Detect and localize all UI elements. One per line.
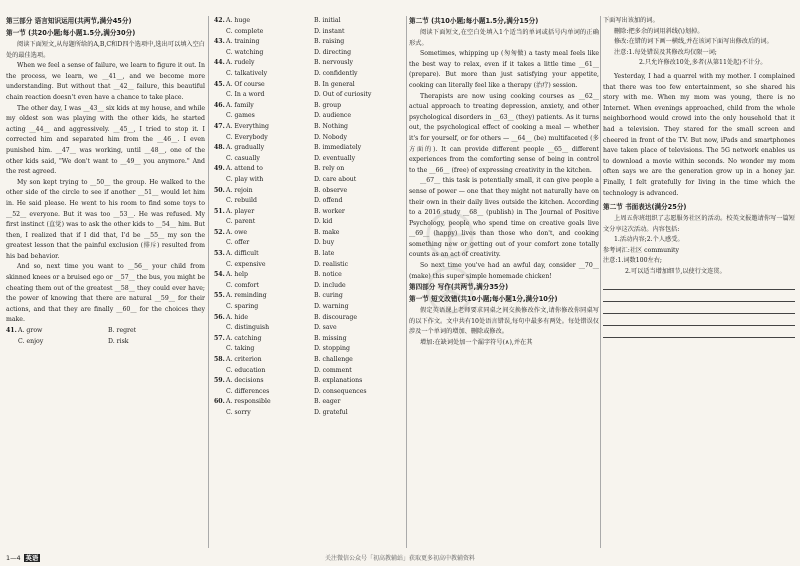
option-row — [214, 366, 404, 377]
question-number: 50. — [214, 186, 225, 194]
essay-text: Yesterday, I had a quarrel with my mother. I complained that there was too few entertainment, so she shared his story with me. When my mom was young, there is no Internet. When evenings approached, child from the whole neighborhood would crowd into the only household that it had a television. They stared for the small screen and cheered in front of the TV. But now, iPads and smartphones have taken place of televisions. The 5G network enables us to download a movie within seconds. No wonder my mom often says we are the generation grow up in a honey jar. Finally, I felt gratefully for living in the time which the technology is advanced. — [603, 72, 795, 197]
option-a: A. Everything — [226, 122, 269, 130]
answer-line[interactable] — [603, 326, 795, 338]
option-row — [214, 281, 404, 292]
question-number: 59. — [214, 377, 225, 385]
question-number: 43. — [214, 38, 225, 46]
paragraph: My son kept trying to __50__ the group. He walked to the other side of the circle to see if another __51__ would let him in. He said please. He went to his room to find some toys to __52__ everyone. But it was too __53__. He was refused. My first instinct (直觉) was to ask the other kids to __54__ him. But then, I realized that if I did that, I'd be __55__ my son the greatest lesson that the painful exclusion (排斥) resulted from his bad behavior. — [6, 178, 205, 260]
option-b: D. grateful — [314, 408, 348, 416]
section-title: 第二节 (共10小题;每小题1.5分,满分15分) — [409, 17, 539, 25]
option-row — [214, 260, 404, 271]
paragraph: Therapists are now using cooking courses as __62__ actual approach to treating depression, anxiety, and other psychological disorders in __63__ (they) patients. As it turns out, the psychological effect of cooking a meal — whether it's for yourself, or for others — __64__ (be) multifaceted (多方面的). It can provide different people __65__ different experiences from the comforting sense of being in control to the __66__ (free) of expressing creativity in the kitchen. — [409, 92, 599, 174]
option-b: D. comment — [314, 366, 352, 374]
question-41: 41. A. grow B. regret — [6, 327, 137, 335]
question-number — [214, 344, 226, 355]
option-b: D. instant — [314, 27, 345, 35]
question-number: 58. — [214, 356, 225, 363]
option-a: C. play with — [226, 175, 264, 183]
option-row — [214, 122, 404, 133]
option-b: B. immediately — [314, 144, 362, 152]
question-number: 53. — [214, 250, 225, 258]
option-a: A. attend to — [226, 165, 263, 173]
option-b: B. eager — [314, 398, 341, 406]
page-number: 1—4 英语 — [6, 554, 39, 562]
question-number: 42. — [214, 17, 225, 24]
question-number — [214, 323, 226, 334]
option-a: C. parent — [226, 218, 256, 226]
option-a: A. Of course — [226, 80, 265, 88]
answer-line[interactable] — [603, 302, 795, 314]
option-row — [214, 344, 404, 355]
option-row — [214, 27, 404, 38]
option-a: C. differences — [226, 387, 270, 395]
section-title: 第一节 短文改错(共10小题;每小题1分,满分10分) — [409, 295, 558, 304]
option-row — [214, 334, 404, 345]
option-b: B. notice — [314, 271, 342, 279]
rule-line: 删除:把多余的词用斜线(\)划掉。 — [614, 27, 704, 35]
rule-line: 修改:在错的词下画一横线,并在该词下面写出修改后的词。 — [614, 38, 773, 46]
option-row — [214, 143, 404, 154]
option-a: A. rudely — [226, 59, 255, 67]
question-number — [214, 260, 226, 271]
option-a: C. education — [226, 366, 266, 374]
option-row — [214, 387, 404, 398]
option-a: A. gradually — [226, 144, 265, 152]
option-b: D. confidently — [314, 69, 358, 77]
question-number — [214, 281, 226, 292]
option-a: C. casually — [226, 154, 260, 162]
paragraph: And so, next time you want to __56__ your child from skinned knees or a bruised ego or __57__ the bus, you might be cheating them out of the greatest __58__ they could ever have; the power of knowing that there are natural __59__ for their actions, and that they are finally __60__ for the choices they make. — [6, 263, 205, 324]
question-number: 52. — [214, 228, 225, 236]
option-a: A. reminding — [226, 292, 267, 300]
rule-line: 下面写出该加的词。 — [603, 17, 659, 24]
instructions: 假定英语课上老师要求同桌之间交换修改作文,请你修改你同桌写的以下作文。文中共有10处语言错误,每句中最多有两处。每处错误仅涉及一个单词的增加、删除或修改。 — [409, 307, 599, 336]
answer-line[interactable] — [603, 290, 795, 302]
option-b: D. stopping — [314, 345, 350, 353]
option-row — [214, 302, 404, 313]
question-number — [214, 90, 226, 101]
question-number — [214, 366, 226, 377]
option-row — [214, 101, 404, 112]
answer-line[interactable] — [603, 278, 795, 290]
option-a: C. offer — [226, 239, 250, 247]
option-b: D. save — [314, 324, 337, 332]
option-b: D. buy — [314, 239, 335, 247]
option-row — [214, 133, 404, 144]
option-row — [214, 37, 404, 48]
option-b: B. nervously — [314, 59, 353, 67]
question-number: 47. — [214, 122, 225, 130]
option-a: A. decisions — [226, 377, 264, 385]
question-number: 51. — [214, 207, 225, 215]
question-number — [214, 111, 226, 122]
question-number: 46. — [214, 101, 225, 109]
option-row — [214, 376, 404, 387]
option-b: D. realistic — [314, 260, 349, 268]
writing-task: 上周五你班组织了志愿服务社区的活动。校英文报邀请你写一篇短文分享这次活动。内容包括: — [603, 215, 795, 233]
option-b: B. late — [314, 250, 335, 258]
option-b: B. raising — [314, 38, 345, 46]
option-b: D. warning — [314, 303, 349, 311]
question-number — [214, 238, 226, 249]
option-row — [214, 249, 404, 260]
question-number: 54. — [214, 271, 225, 279]
option-b: D. eventually — [314, 154, 356, 162]
option-row — [214, 270, 404, 281]
option-a: C. watching — [226, 48, 264, 56]
option-a: A. family — [226, 101, 254, 109]
option-b: D. care about — [314, 175, 357, 183]
instructions: 阅读下面短文,从每题所给的A,B,C和D四个选项中,选出可以填入空白处的最佳选项。 — [6, 41, 205, 59]
option-b: B. observe — [314, 186, 348, 194]
option-row — [214, 175, 404, 186]
option-a: C. sorry — [226, 408, 251, 416]
rule-add: 增加:在缺词处加一个漏字符号(∧),并在其 — [420, 339, 533, 347]
option-b: D. audience — [314, 112, 352, 120]
option-a: C. rebuild — [226, 197, 257, 205]
option-a: C. sparing — [226, 303, 259, 311]
question-number: 44. — [214, 59, 225, 67]
question-number — [214, 408, 226, 419]
question-number — [214, 133, 226, 144]
option-row — [214, 323, 404, 334]
section-title: 第一节 (共20小题;每小题1.5分,满分30分) — [6, 29, 136, 37]
option-a: A. owe — [226, 228, 248, 236]
option-row — [214, 48, 404, 59]
question-number — [214, 48, 226, 59]
option-a: C. In a word — [226, 91, 265, 99]
option-b: D. include — [314, 281, 346, 289]
option-a: A. catching — [226, 334, 262, 342]
option-b: B. discourage — [314, 313, 358, 321]
option-a: C. complete — [226, 27, 264, 35]
option-a: C. comfort — [226, 281, 259, 289]
option-b: D. consequences — [314, 387, 367, 395]
paragraph: The other day, I was __43__ six kids at my house, and while my oldest son was playing with the other kids, he started acting __44__ and aggressively. __45__, I tried to stop it. I corrected him and separated him from the __46__. I even punished him. __47__ was working, until __48__, one of the other kids said, "We don't want to __49__ you anymore." And the rest agreed. — [6, 104, 205, 176]
column-grammar-fill — [409, 16, 599, 349]
reference-words: 参考词汇:社区 community — [603, 246, 680, 254]
option-b: D. directing — [314, 48, 352, 56]
option-b: B. In general — [314, 80, 355, 88]
option-b: D. Nobody — [314, 133, 347, 141]
question-number: 55. — [214, 292, 225, 300]
option-a: A. responsible — [226, 398, 271, 406]
rule-line: 2.只允许修改10处,多者(从第11处起)不计分。 — [639, 59, 767, 67]
option-b: B. missing — [314, 334, 347, 342]
option-b: B. Nothing — [314, 122, 349, 130]
option-row — [214, 355, 404, 366]
question-number — [214, 154, 226, 165]
question-number — [214, 196, 226, 207]
question-number — [214, 302, 226, 313]
writing-points: 1.活动内容;2.个人感受。 — [614, 236, 684, 244]
option-b: D. Out of curiosity — [314, 91, 372, 99]
paragraph: Sometimes, whipping up (匆匆做) a tasty meal feels like the best way to relax, even if it takes a little time __61__ (prepare). But more than just satisfying your appetite, cooking can literally feel like a therapy (治疗) session. — [409, 50, 599, 89]
question-number: 56. — [214, 313, 225, 321]
option-a: C. Everybody — [226, 133, 268, 141]
option-b: B. explanations — [314, 377, 363, 385]
option-row — [214, 164, 404, 175]
option-row — [214, 207, 404, 218]
option-a: C. taking — [226, 345, 255, 353]
answer-line[interactable] — [603, 314, 795, 326]
option-row — [214, 69, 404, 80]
footer-note: 关注微信公众号「初高教辅站」获取更多初高中教辅资料 — [324, 555, 475, 562]
option-a: A. hide — [226, 313, 248, 321]
option-a: A. help — [226, 271, 248, 279]
option-row — [214, 58, 404, 69]
column-options — [214, 16, 404, 419]
option-a: A. rejoin — [226, 186, 253, 194]
note-line: 注意:1.词数100左右; — [603, 257, 663, 265]
question-number — [214, 217, 226, 228]
section-title: 第二节 书面表达(满分25分) — [603, 203, 687, 212]
option-b: B. make — [314, 228, 340, 236]
column-writing — [603, 16, 795, 338]
option-row — [214, 228, 404, 239]
question-number: 60. — [214, 398, 225, 406]
option-row — [214, 80, 404, 91]
option-a: C. games — [226, 112, 255, 120]
option-row — [214, 186, 404, 197]
option-row — [214, 313, 404, 324]
option-row — [214, 90, 404, 101]
question-number — [214, 387, 226, 398]
option-row — [214, 397, 404, 408]
instructions: 阅读下面短文,在空白处填入1个适当的单词或括号内单词的正确形式。 — [409, 29, 599, 47]
column-cloze-passage — [6, 16, 205, 347]
option-a: C. talkatively — [226, 69, 268, 77]
option-row — [214, 196, 404, 207]
option-b: B. curing — [314, 292, 343, 300]
question-number — [214, 27, 226, 38]
option-row — [214, 217, 404, 228]
option-row — [214, 238, 404, 249]
option-row — [214, 154, 404, 165]
part-title: 第四部分 写作(共两节,满分35分) — [409, 283, 509, 292]
option-b: D. kid — [314, 218, 333, 226]
question-number: 57. — [214, 334, 225, 342]
option-b: D. offend — [314, 197, 343, 205]
paragraph: When we feel a sense of failure, we learn to figure it out. In the process, we learn, we __41__, and we become more understanding. But without that __42__ failure, this beautiful chain reaction doesn't even have a chance to take place. — [6, 62, 205, 101]
question-number — [214, 69, 226, 80]
question-number: 48. — [214, 144, 225, 152]
paragraph: So next time you've had an awful day, consider __70__ (make) this super simple homemade chicken! — [409, 262, 599, 280]
question-41-cd: C. enjoy D. risk — [18, 337, 129, 345]
option-a: A. training — [226, 38, 260, 46]
question-number — [214, 175, 226, 186]
option-a: A. player — [226, 207, 255, 215]
option-row — [214, 111, 404, 122]
part-title: 第三部分 语言知识运用(共两节,满分45分) — [6, 17, 132, 25]
option-a: A. criterion — [226, 356, 262, 363]
option-row — [214, 291, 404, 302]
option-b: B. rely on — [314, 165, 345, 173]
option-b: B. challenge — [314, 356, 353, 363]
option-a: C. expensive — [226, 260, 266, 268]
paragraph: __67__ this task is potentially small, it can give people a sense of power — one that they might not naturally have on their own in their daily lives outside the kitchen. According to a 2016 study __68__ (publish) in The Journal of Positive Psychology, people who spend time on creative goals live __69__ (happy) lives than those who don't, and cooking something new or getting out of your comfort zone totally counts as an act of creativity. — [409, 177, 599, 259]
question-number: 49. — [214, 165, 225, 173]
option-a: A. difficult — [226, 250, 259, 258]
option-a: A. huge — [226, 17, 250, 24]
option-row — [214, 408, 404, 419]
option-b: B. group — [314, 101, 342, 109]
rule-line: 注意:1.每处错误及其修改均仅限一词; — [614, 48, 717, 56]
option-row — [214, 16, 404, 27]
option-b: B. initial — [314, 17, 341, 24]
note-line: 2.可以适当增加细节,以使行文连贯。 — [625, 268, 726, 276]
question-number: 45. — [214, 80, 225, 88]
option-a: C. distinguish — [226, 324, 270, 332]
option-b: B. worker — [314, 207, 345, 215]
